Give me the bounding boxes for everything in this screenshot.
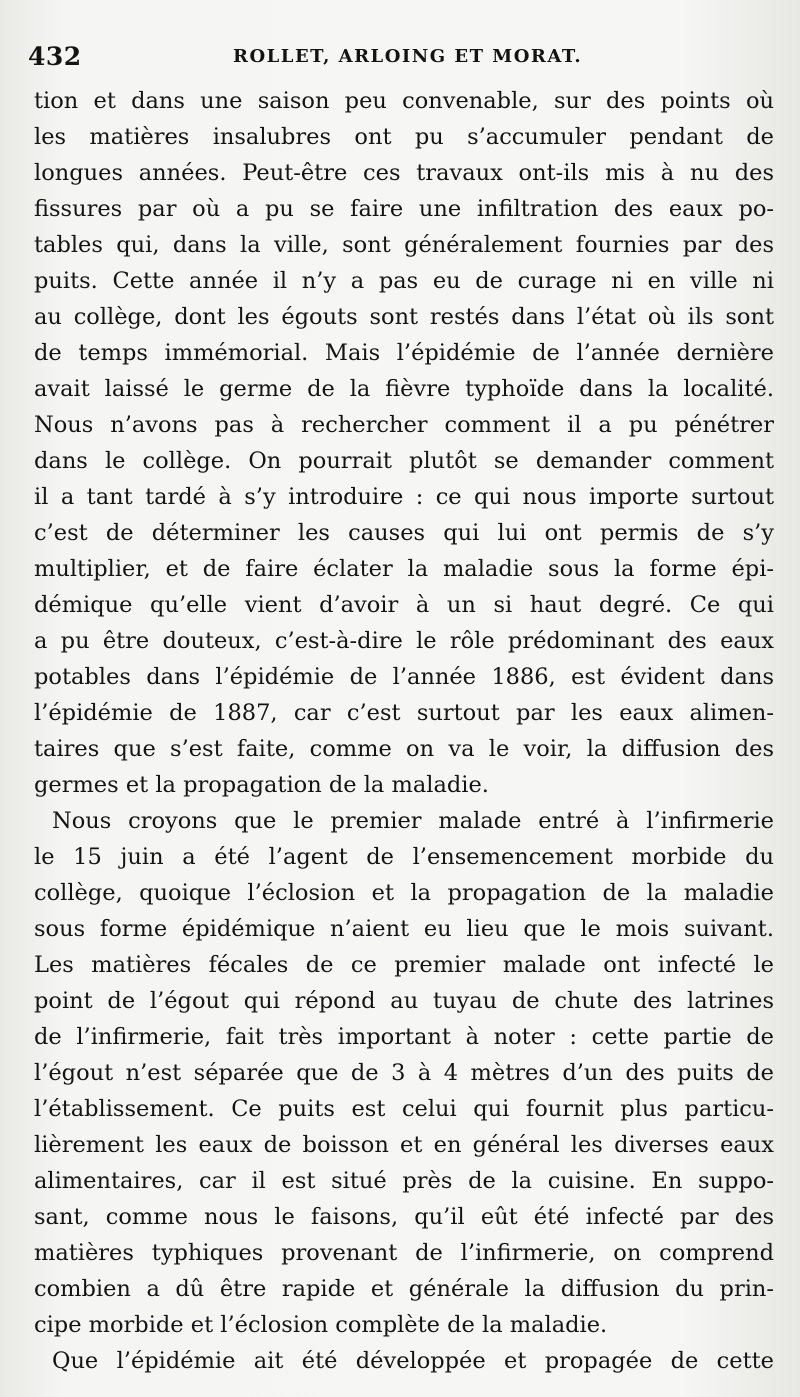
body-text (34, 83, 774, 1379)
running-title: ROLLET, ARLOING ET MORAT. (233, 46, 583, 67)
text-line: potables dans l’épidémie de l’année 1886, est évident dans (34, 664, 774, 690)
text-line: cipe morbide et l’éclosion complète de la maladie. (34, 1312, 608, 1338)
text-line: l’établissement. Ce puits est celui qui fournit plus particu- (34, 1096, 774, 1122)
text-line: lièrement les eaux de boisson et en général les diverses eaux (34, 1132, 774, 1158)
text-line: puits. Cette année il n’y a pas eu de curage ni en ville ni (34, 268, 774, 294)
text-line: a pu être douteux, c’est-à-dire le rôle prédominant des eaux (34, 628, 774, 654)
text-line: l’égout n’est séparée que de 3 à 4 mètres d’un des puits de (34, 1060, 774, 1086)
text-line: collège, quoique l’éclosion et la propagation de la maladie (34, 880, 774, 906)
text-line: sant, comme nous le faisons, qu’il eût été infecté par des (34, 1204, 774, 1230)
page-number: 432 (28, 42, 82, 71)
text-line: sous forme épidémique n’aient eu lieu que le mois suivant. (34, 916, 774, 942)
text-line: fissures par où a pu se faire une infiltration des eaux po- (34, 196, 774, 222)
text-line: matières typhiques provenant de l’infirmerie, on comprend (34, 1240, 774, 1266)
text-line: alimentaires, car il est situé près de la cuisine. En suppo- (34, 1168, 774, 1194)
text-line: de temps immémorial. Mais l’épidémie de l’année dernière (34, 340, 774, 366)
text-line: de l’infirmerie, fait très important à noter : cette partie de (34, 1024, 774, 1050)
text-line: Nous croyons que le premier malade entré à l’infirmerie (52, 808, 774, 834)
text-line: multiplier, et de faire éclater la maladie sous la forme épi- (34, 556, 774, 582)
text-line: germes et la propagation de la maladie. (34, 772, 489, 798)
text-line: longues années. Peut-être ces travaux ont-ils mis à nu des (34, 160, 774, 186)
text-line: au collège, dont les égouts sont restés dans l’état où ils sont (34, 304, 774, 330)
text-line: Les matières fécales de ce premier malade ont infecté le (34, 952, 774, 978)
text-line: c’est de déterminer les causes qui lui ont permis de s’y (34, 520, 774, 546)
text-line: avait laissé le germe de la fièvre typhoïde dans la localité. (34, 376, 774, 402)
text-line: il a tant tardé à s’y introduire : ce qui nous importe surtout (34, 484, 774, 510)
text-line: Que l’épidémie ait été développée et propagée de cette (52, 1348, 774, 1374)
text-line: l’épidémie de 1887, car c’est surtout par les eaux alimen- (34, 700, 774, 726)
text-line: point de l’égout qui répond au tuyau de chute des latrines (34, 988, 774, 1014)
text-line: combien a dû être rapide et générale la diffusion du prin- (34, 1276, 774, 1302)
text-line: le 15 juin a été l’agent de l’ensemencement morbide du (34, 844, 774, 870)
text-line: tion et dans une saison peu convenable, sur des points où (34, 88, 774, 114)
page-header (28, 40, 772, 80)
text-line: démique qu’elle vient d’avoir à un si haut degré. Ce qui (34, 592, 774, 618)
text-line: Nous n’avons pas à rechercher comment il a pu pénétrer (34, 412, 774, 438)
text-line: les matières insalubres ont pu s’accumuler pendant de (34, 124, 774, 150)
text-line: dans le collège. On pourrait plutôt se demander comment (34, 448, 774, 474)
text-line: taires que s’est faite, comme on va le voir, la diffusion des (34, 736, 774, 762)
text-line: tables qui, dans la ville, sont généralement fournies par des (34, 232, 774, 258)
